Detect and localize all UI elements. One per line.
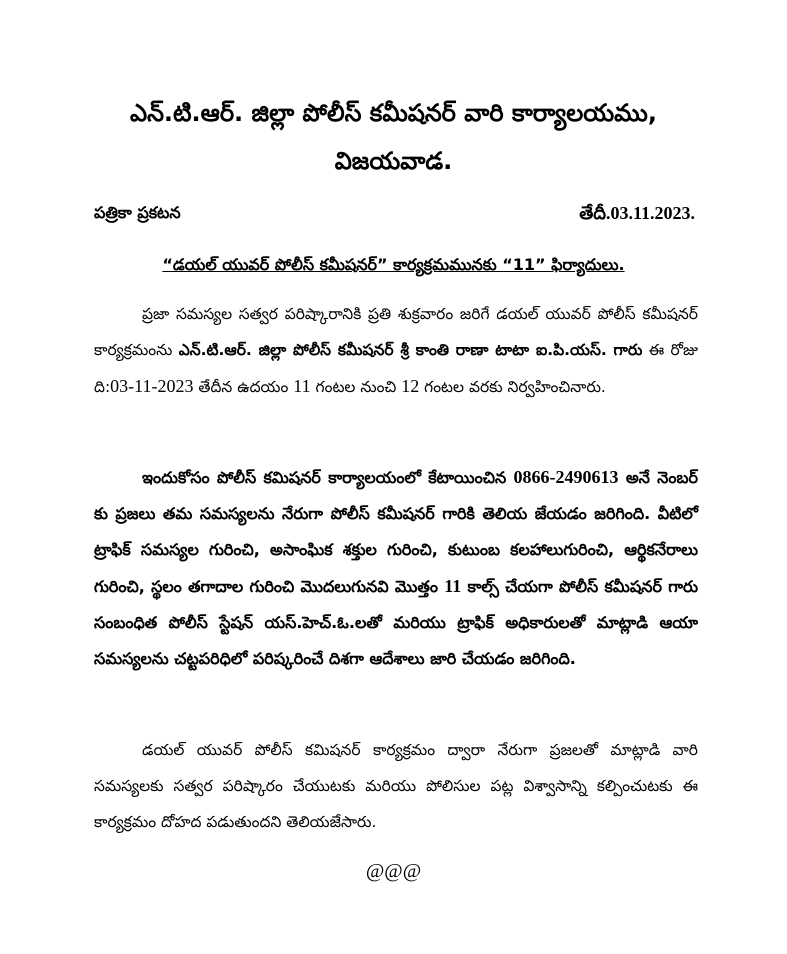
subject-heading: “డయల్ యువర్ పోలీస్ కమీషనర్” కార్యక్రమమునకు “11” ఫిర్యాదులు. [162,255,625,274]
helpline-number: 0866-2490613 [513,467,619,487]
call-count: 11 [444,576,462,596]
commissioner-name: ఎన్.టి.ఆర్. జిల్లా పోలీస్ కమీషనర్ శ్రీ కాంతి రాణా టాటా ఐ.పి.యస్. గారు [178,341,643,359]
paragraph-1-text-d: గంటల నుంచి [310,378,402,396]
paragraph-1-text-e: గంటల వరకు నిర్వహించినారు. [419,378,606,396]
office-city: విజయవాడ. [334,147,453,175]
paragraph-2 [94,459,698,677]
paragraph-1 [94,296,698,405]
start-hour: 11 [293,376,311,396]
paragraph-1-text-b: ఈ రోజు ది: [94,341,698,396]
paragraph-2-text-b: అనే నెంబర్ కు ప్రజలు తమ సమస్యలను నేరుగా పోలీస్ కమీషనర్ గారికి తెలియ జేయడం జరిగింది. వీటిలో ట్రాఫిక్ సమస్యల గురించి, అసాంఘిక శక్తుల గురించి, కుటుంబ కలహాలుగురించి, ఆర్థికనేరాలు గురించి, స్థలం తగాదాల గురించి మొదలుగునవి మొత్తం [94,468,698,596]
paragraph-1-text-a: ప్రజా సమస్యల సత్వర పరిష్కారానికి ప్రతి శుక్రవారం జరిగే డయల్ యువర్ పోలీస్ కమీషనర్ కార్యక్రమంను [94,305,698,359]
release-date: తేదీ.03.11.2023. [579,203,695,223]
paragraph-2-text-a: ఇందుకోసం పోలీస్ కమిషనర్ కార్యాలయంలో కేటాయించిన [142,468,514,487]
paragraph-2-text-c: కాల్స్ చేయగా పోలీస్ కమీషనర్ గారు సంబంధిత పోలీస్ స్టేషన్ యస్.హెచ్.ఓ.లతో మరియు ట్రాఫిక్ అధికారులతో మాట్లాడి ఆయా సమస్యలను చట్టపరిధిలో పరిష్కరించే దిశగా ఆదేశాలు జారి చేయడం జరిగింది. [94,577,698,668]
paragraph-1-text-c: తేదీన ఉదయం [193,378,294,396]
end-mark: @@@ [365,860,422,882]
event-date: 03-11-2023 [110,376,194,396]
office-title: ఎన్.టి.ఆర్. జిల్లా పోలీస్ కమీషనర్ వారి కార్యాలయము, [130,99,657,127]
end-hour: 12 [401,376,420,396]
paragraph-3: డయల్ యువర్ పోలీస్ కమిషనర్ కార్యక్రమం ద్వారా నేరుగా ప్రజలతో మాట్లాడి వారి సమస్యలకు సత్వర పరిష్కారం చేయుటకు మరియు పోలిసుల పట్ల విశ్వాసాన్ని కల్పించుటకు ఈ కార్యక్రమం దోహద పడుతుందని తెలియజేసారు. [94,741,698,831]
press-release-label: పత్రికా ప్రకటన [94,203,181,222]
